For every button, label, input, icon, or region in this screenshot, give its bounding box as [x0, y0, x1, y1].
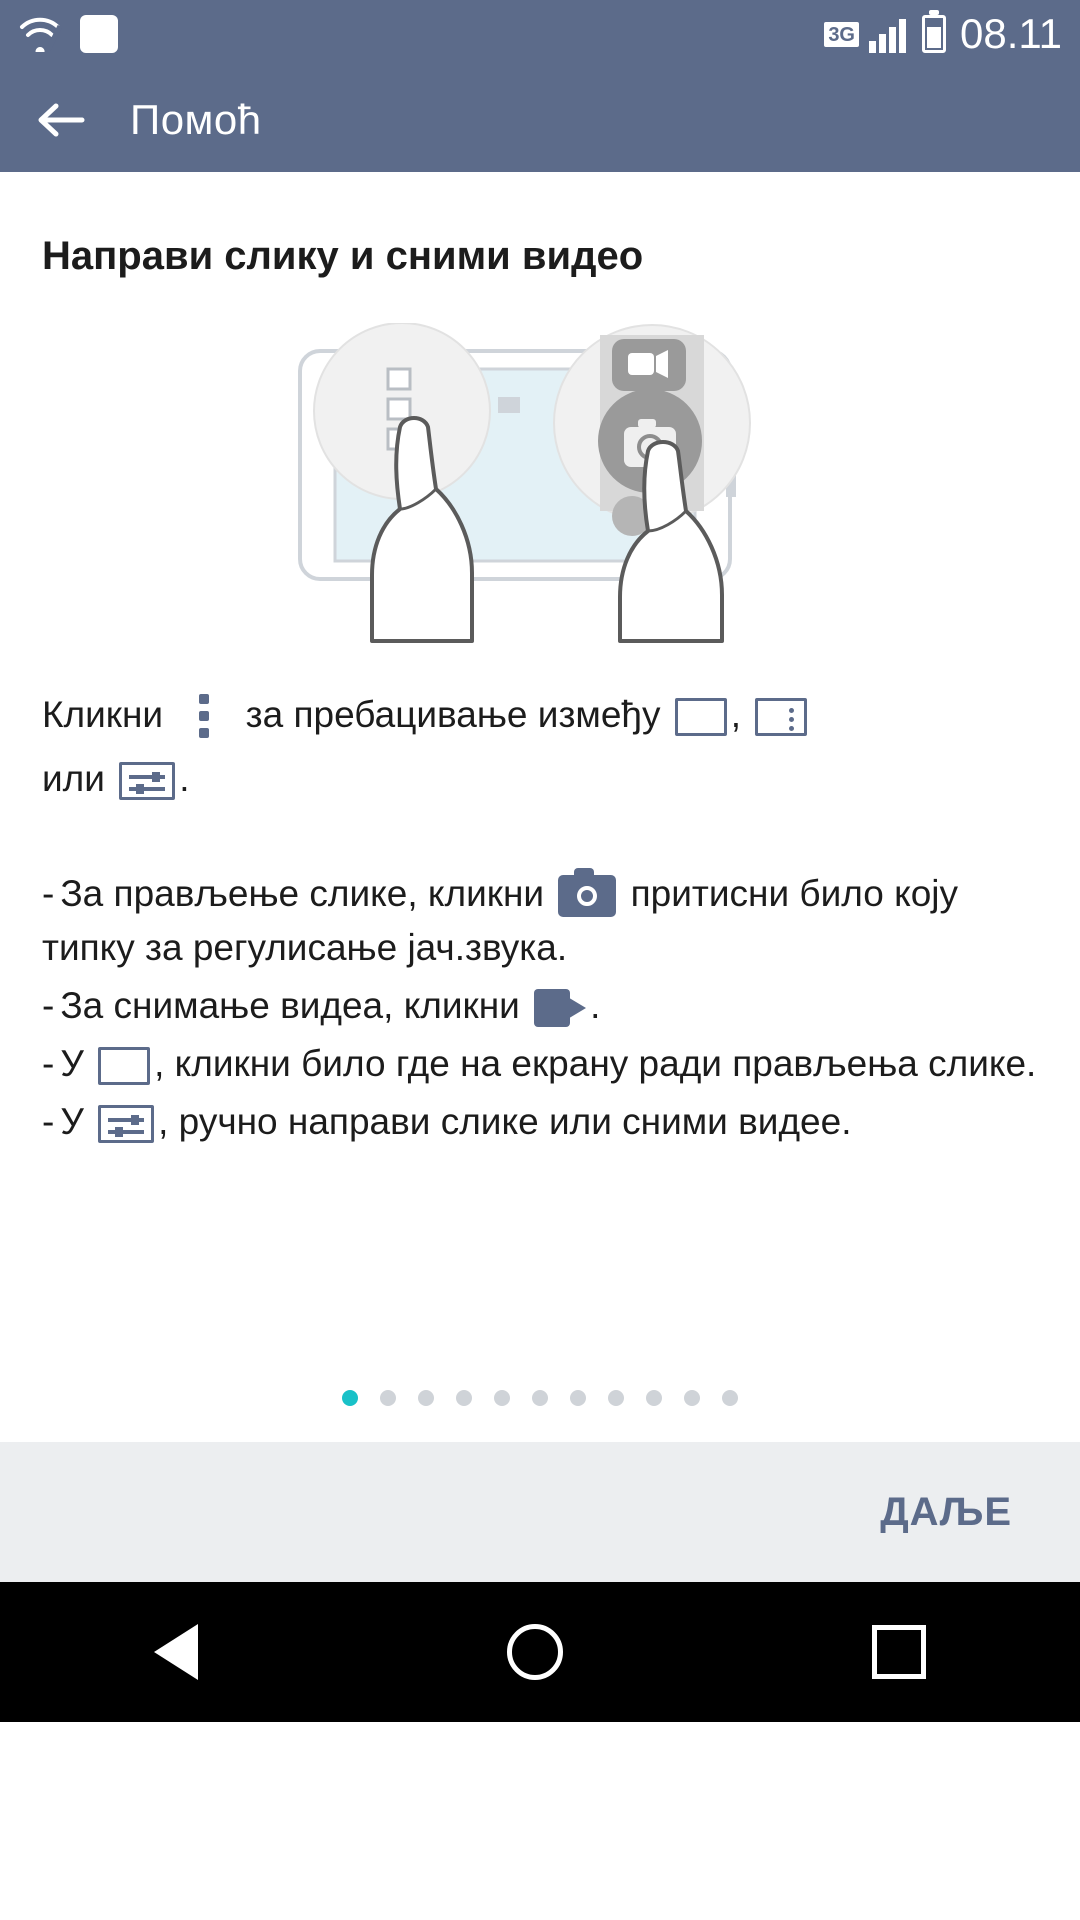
- instruction-bullet-list: [42, 867, 1038, 1149]
- battery-icon: [922, 15, 946, 53]
- section-title: Направи слику и сними видео: [42, 234, 644, 278]
- footer-bar: [0, 1442, 1080, 1582]
- network-3g-icon: [824, 22, 859, 47]
- paragraph-part-3: или: [42, 758, 105, 799]
- paragraph-period: .: [179, 758, 190, 799]
- bullet-dash: -: [42, 1101, 55, 1142]
- status-bar: [0, 0, 1080, 68]
- list-item: [42, 867, 1038, 975]
- bullet-text-before: У: [60, 1043, 84, 1084]
- slider-icon: [98, 1105, 154, 1143]
- pagination-dots[interactable]: [0, 1390, 1080, 1406]
- pagination-dot[interactable]: [342, 1390, 358, 1406]
- screenshot-icon: [80, 15, 118, 53]
- bullet-text-after: , кликни било где на екрану ради прављења слике.: [154, 1043, 1037, 1084]
- instruction-paragraph: [42, 683, 1038, 811]
- rect-dots-icon: [755, 698, 807, 736]
- bullet-dash: -: [42, 1043, 55, 1084]
- camera-icon: [558, 875, 616, 917]
- status-clock: 08.11: [960, 10, 1062, 57]
- network-3g-label: 3G: [824, 22, 859, 47]
- bullet-text-before: За снимање видеа, кликни: [60, 985, 520, 1026]
- paragraph-part-2: за пребацивање између: [245, 694, 661, 735]
- status-bar-right: [824, 10, 1062, 58]
- bullet-dash: -: [42, 873, 55, 914]
- bullet-text-after: .: [590, 985, 601, 1026]
- nav-back-icon[interactable]: [154, 1624, 198, 1680]
- back-arrow-icon[interactable]: [34, 94, 86, 146]
- list-item: [42, 979, 1038, 1033]
- paragraph-comma: ,: [730, 694, 742, 735]
- pagination-dot[interactable]: [456, 1390, 472, 1406]
- overflow-menu-icon: [199, 694, 209, 740]
- pagination-dot[interactable]: [494, 1390, 510, 1406]
- slider-icon: [119, 762, 175, 800]
- nav-recents-icon[interactable]: [872, 1625, 926, 1679]
- rect-icon: [675, 698, 727, 736]
- pagination-dot[interactable]: [380, 1390, 396, 1406]
- status-bar-left: [18, 15, 118, 53]
- signal-icon: [869, 15, 906, 53]
- pagination-dot[interactable]: [646, 1390, 662, 1406]
- pagination-dot[interactable]: [418, 1390, 434, 1406]
- bullet-dash: -: [42, 985, 55, 1026]
- list-item: [42, 1095, 1038, 1149]
- video-icon: [534, 989, 586, 1027]
- pagination-dot[interactable]: [570, 1390, 586, 1406]
- rect-icon: [98, 1047, 150, 1085]
- system-nav-bar: [0, 1582, 1080, 1722]
- bullet-text-after: , ручно направи слике или сними видее.: [158, 1101, 852, 1142]
- pagination-dot[interactable]: [722, 1390, 738, 1406]
- pagination-dot[interactable]: [608, 1390, 624, 1406]
- wifi-icon: [18, 16, 62, 52]
- paragraph-part-1: Кликни: [42, 694, 164, 735]
- bullet-text-after: притисни било коју типку за регулисање јач.звука.: [42, 873, 959, 968]
- tablet-camera-illustration: [42, 323, 1038, 643]
- bullet-text-before: За прављење слике, кликни: [60, 873, 545, 914]
- pagination-dot[interactable]: [532, 1390, 548, 1406]
- bullet-text-before: У: [60, 1101, 84, 1142]
- app-bar: [0, 68, 1080, 172]
- list-item: [42, 1037, 1038, 1091]
- pagination-dot[interactable]: [684, 1390, 700, 1406]
- help-content: [0, 172, 1080, 1442]
- next-button[interactable]: ДАЉЕ: [874, 1489, 1018, 1536]
- nav-home-icon[interactable]: [507, 1624, 563, 1680]
- page-title: Помоћ: [130, 96, 262, 143]
